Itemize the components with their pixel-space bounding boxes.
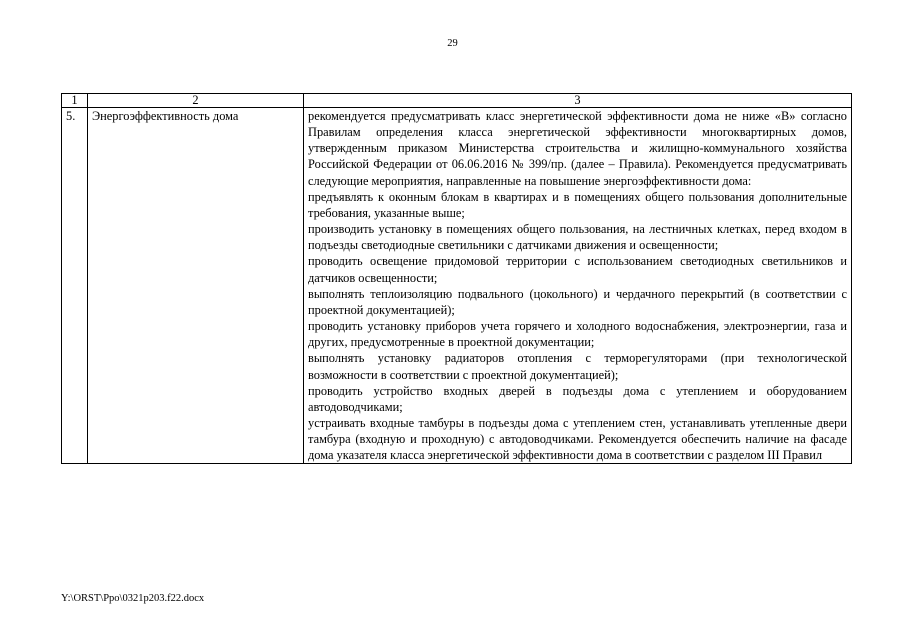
document-table <box>61 93 852 464</box>
content-paragraph: производить установку в помещениях общего пользования, на лестничных клетках, перед входом в подъезды светодиодные светильники с датчиками движения и освещенности; <box>308 222 847 253</box>
header-cell-1: 1 <box>62 94 88 108</box>
content-paragraph: устраивать входные тамбуры в подъезды дома с утеплением стен, устанавливать утепленные двери тамбура (входную и проходную) с автодоводчиками. Рекомендуется обеспечить наличие на фасаде дома указателя класса энергетической эффективности дома в соответствии с разделом III Правил <box>308 415 847 463</box>
footer-file-path: Y:\ORST\Ppo\0321p203.f22.docx <box>61 593 205 604</box>
header-cell-3: 3 <box>304 94 852 108</box>
table-header-row <box>62 94 852 108</box>
content-paragraph: выполнять теплоизоляцию подвального (цокольного) и чердачного перекрытий (в соответствии с проектной документацией); <box>308 286 847 317</box>
row-title: Энергоэффективность дома <box>88 108 304 464</box>
content-paragraph: проводить установку приборов учета горячего и холодного водоснабжения, электроэнергии, газа и других, предусмотренные в проектной документации; <box>308 319 847 350</box>
content-paragraph: выполнять установку радиаторов отопления с терморегуляторами (при технологической возможности в соответствии с проектной документацией); <box>308 351 847 382</box>
page-number: 29 <box>447 38 458 49</box>
header-cell-2: 2 <box>88 94 304 108</box>
content-paragraph: рекомендуется предусматривать класс энергетической эффективности дома не ниже «В» согласно Правилам определения класса энергетической эффективности многоквартирных домов, утвержденным приказом Министерства строительства и жилищно-коммунального хозяйства Российской Федерации от 06.06.2016 № 399/пр. (далее – Правила). Рекомендуется предусматривать следующие мероприятия, направленные на повышение энергоэффективности дома: <box>308 109 847 188</box>
row-content <box>304 108 852 464</box>
table-row <box>62 108 852 464</box>
content-paragraph: проводить освещение придомовой территории с использованием светодиодных светильников и датчиков освещенности; <box>308 254 847 285</box>
content-paragraph: предъявлять к оконным блокам в квартирах и в помещениях общего пользования дополнительные требования, указанные выше; <box>308 189 847 220</box>
row-number: 5. <box>62 108 88 464</box>
content-paragraph: проводить устройство входных дверей в подъезды дома с утеплением и оборудованием автодоводчиками; <box>308 383 847 414</box>
